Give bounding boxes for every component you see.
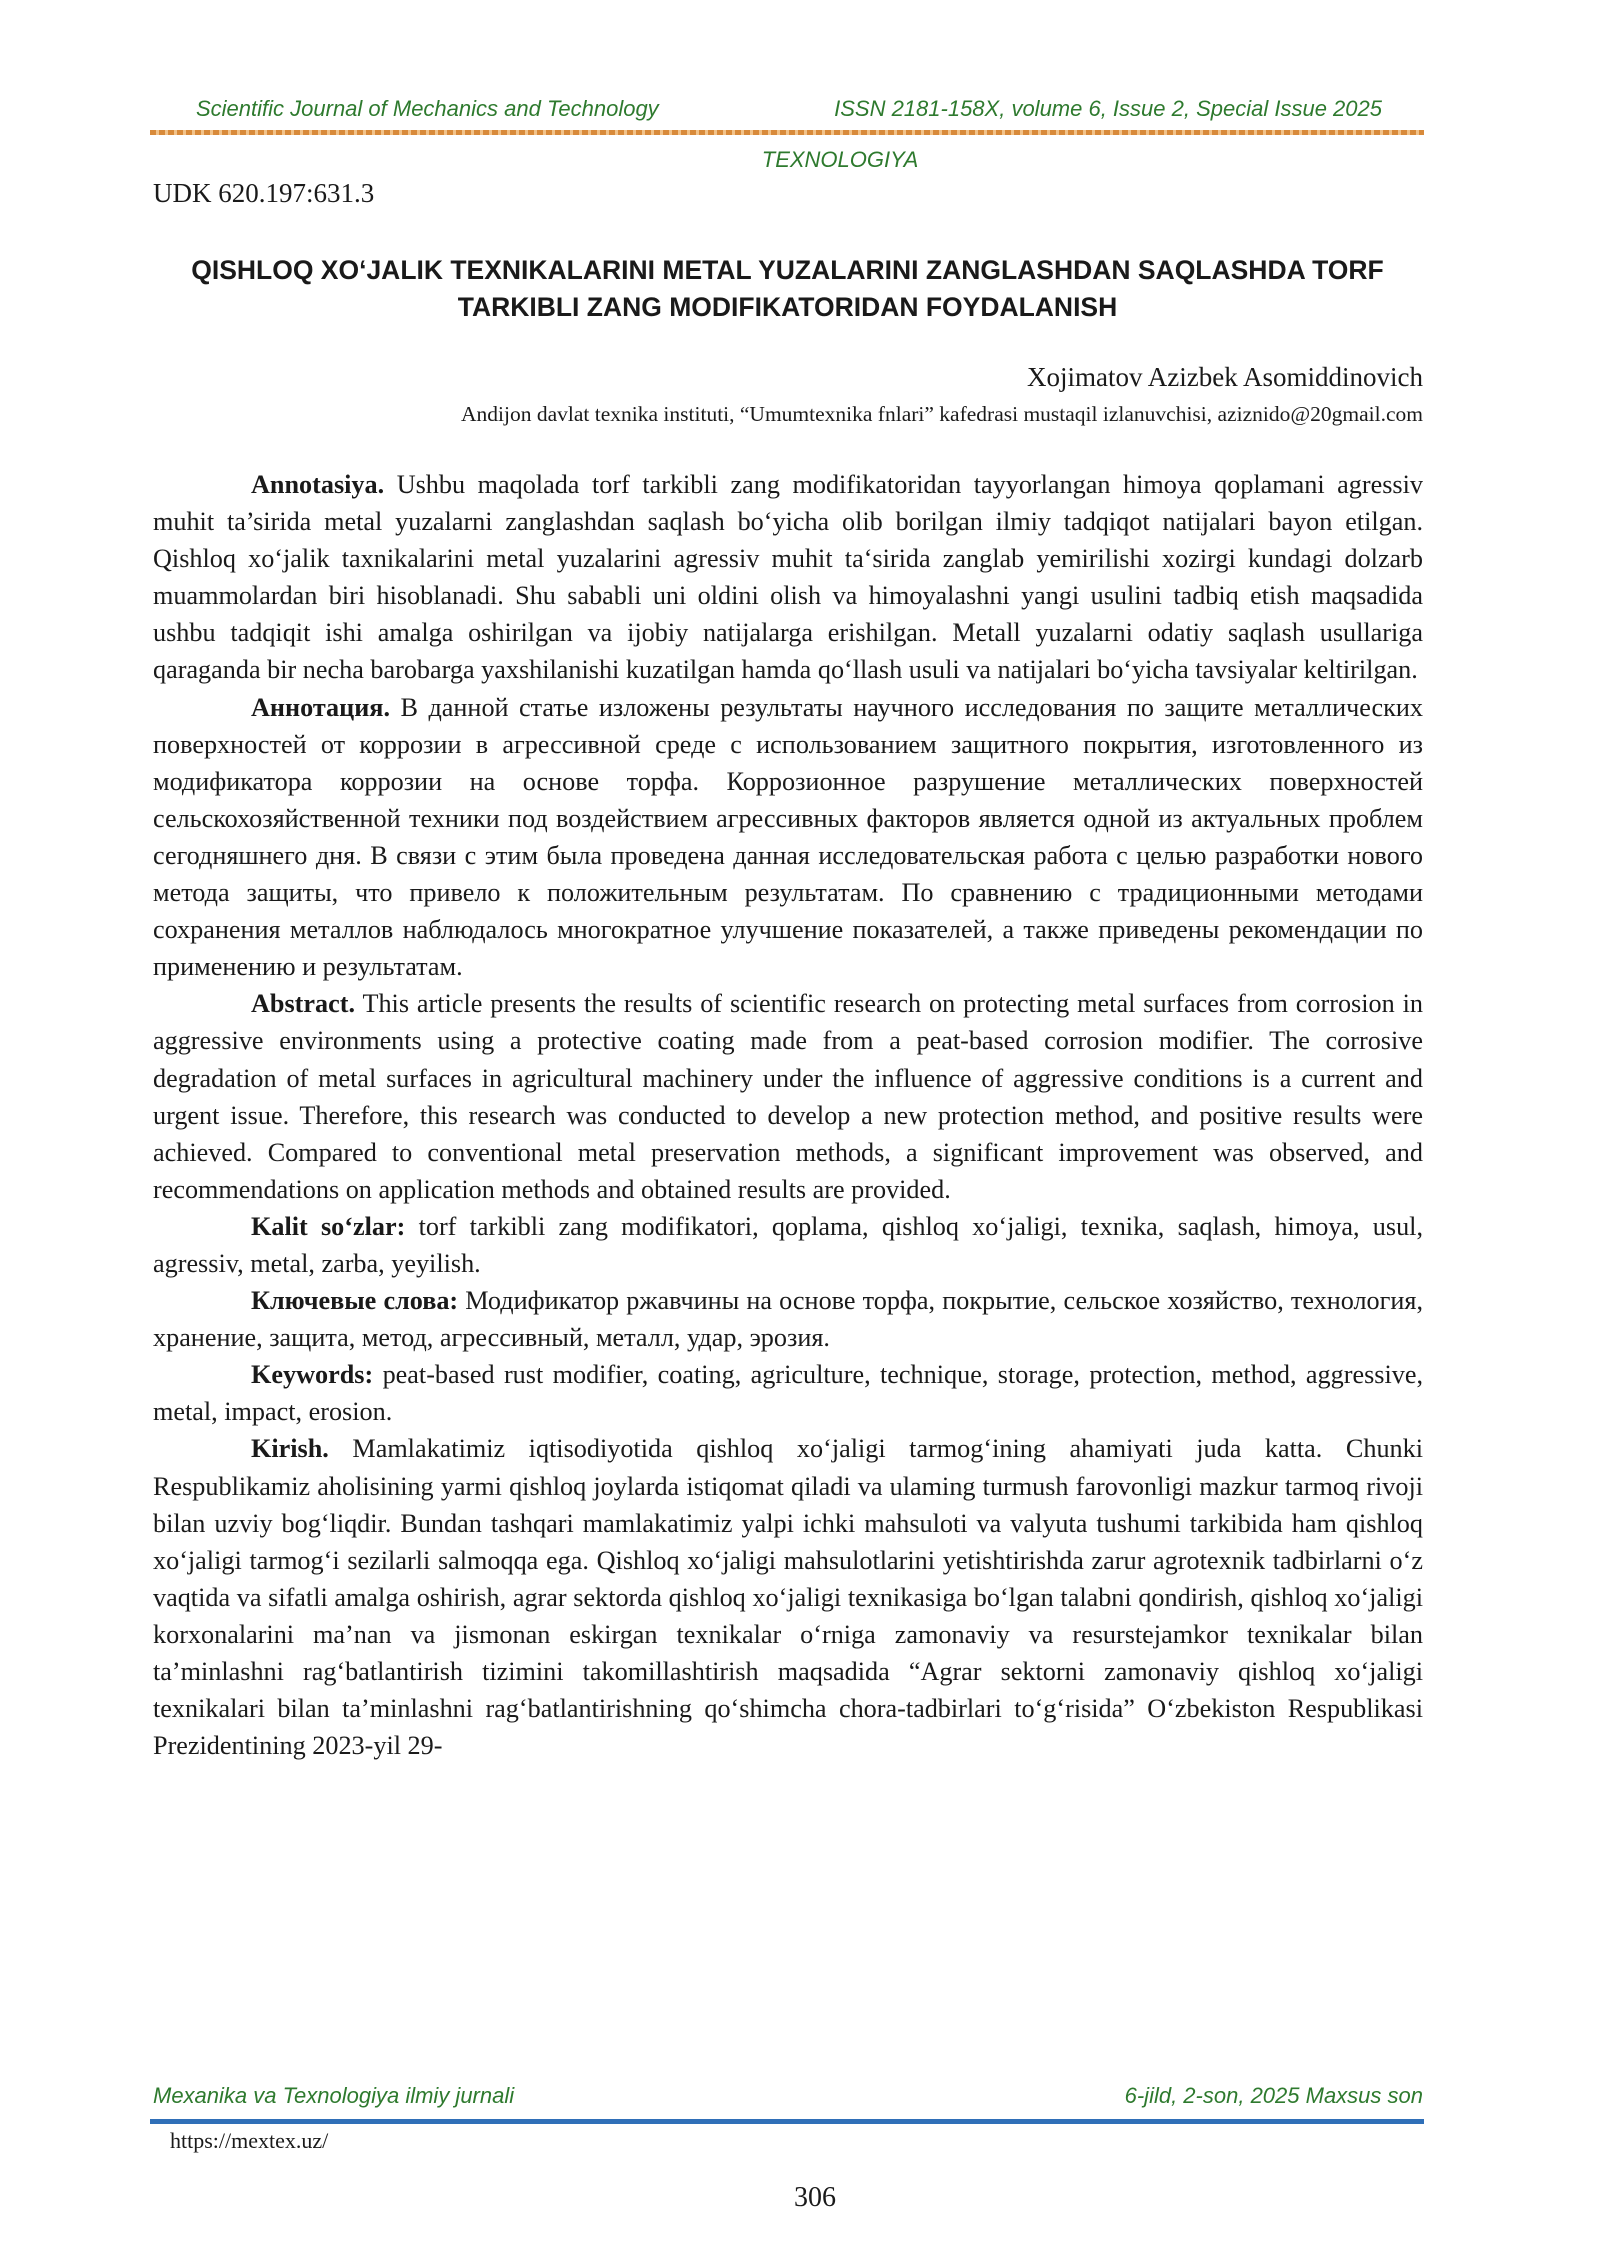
- paragraph-text: Модификатор ржавчины на основе торфа, покрытие, сельское хозяйство, технология, хранение, защита, метод, агрессивный, металл, удар, эрозия.: [153, 1286, 1423, 1353]
- header-journal: Scientific Journal of Mechanics and Technology: [196, 96, 659, 121]
- paragraph-text: Ushbu maqolada torf tarkibli zang modifikatoridan tayyorlangan himoya qoplamani agressiv muhit ta’sirida metal yuzalarni zanglashdan saqlash bo‘yicha olib borilgan ilmiy tadqiqot natijalari bayon etilgan. Qishloq xo‘jalik taxnikalarini metal yuzalarini agressiv muhit ta‘sirida zanglab yemirilishi xozirgi kundagi dolzarb muammolardan biri hisoblanadi. Shu sababli uni oldini olish va himoyalashni yangi usulini tadbiq etish maqsadida ushbu tadqiqit ishi amalga oshirilgan va ijobiy natijalarga erishilgan. Metall yuzalarni odatiy saqlash usullariga qaraganda bir necha barobarga yaxshilanishi kuzatilgan hamda qo‘llash usuli va natijalari bo‘yicha tavsiyalar keltirilgan.: [153, 470, 1423, 685]
- paragraph-text: torf tarkibli zang modifikatori, qoplama, qishloq xo‘jaligi, texnika, saqlash, himoya, usul, agressiv, metal, zarba, yeyilish.: [153, 1211, 1424, 1278]
- page-number: 306: [794, 2182, 836, 2213]
- running-footer: [153, 2083, 1423, 2109]
- paragraph-text: This article presents the results of scientific research on protecting metal surfaces from corrosion in aggressive environments using a protective coating made from a peat-based corrosion modifier. The corrosive degradation of metal surfaces in agricultural machinery under the influence of aggressive conditions is a current and urgent issue. Therefore, this research was conducted to develop a new protection method, and positive results were achieved. Compared to conventional metal preservation methods, a significant improvement was observed, and recommendations on application methods and obtained results are provided.: [153, 989, 1423, 1204]
- paragraph-lead: Аннотация.: [251, 692, 391, 722]
- paragraph-keywords-en: [153, 1356, 1423, 1430]
- paragraph-annotation-ru: [153, 689, 1423, 986]
- author-name: Xojimatov Azizbek Asomiddinovich: [1027, 362, 1423, 392]
- paragraph-lead: Abstract.: [251, 989, 355, 1019]
- paragraph-text: Mamlakatimiz iqtisodiyotida qishloq xo‘jaligi tarmog‘ining ahamiyati juda katta. Chunki Respublikamiz aholisining yarmi qishloq joylarda istiqomat qiladi va ulaming turmush farovonligi mazkur tarmoq rivoji bilan uzviy bog‘liqdir. Bundan tashqari mamlakatimiz yalpi ichki mahsuloti va valyuta tushumi tarkibida ham qishloq xo‘jaligi tarmog‘i sezilarli salmoqqa ega. Qishloq xo‘jaligi mahsulotlarini yetishtirishda zarur agrotexnik tadbirlarni o‘z vaqtida va sifatli amalga oshirish, agrar sektorda qishloq xo‘jaligi texnikasiga bo‘lgan talabni qondirish, qishloq xo‘jaligi korxonalarini ma’nan va jismonan eskirgan texnikalar o‘rniga zamonaviy va resurstejamkor texnikalar bilan ta’minlashni rag‘batlantirish tizimini takomillashtirish maqsadida “Agrar sektorni zamonaviy qishloq xo‘jaligi texnikalari bilan ta’minlashni rag‘batlantirishning qo‘shimcha chora-tadbirlari to‘g‘risida” O‘zbekiston Respublikasi Prezidentining 2023-yil 29-: [153, 1434, 1423, 1761]
- header-rule: [150, 130, 1424, 135]
- footer-issue: 6-jild, 2-son, 2025 Maxsus son: [1124, 2083, 1423, 2108]
- paragraph-lead: Kalit so‘zlar:: [251, 1211, 406, 1241]
- running-header: [152, 96, 1422, 122]
- author-affiliation: Andijon davlat texnika instituti, “Umumtexnika fnlari” kafedrasi mustaqil izlanuvchisi, aziznido@20gmail.com: [461, 402, 1423, 426]
- paragraph-text: peat-based rust modifier, coating, agriculture, technique, storage, protection, method, aggressive, metal, impact, erosion.: [153, 1360, 1423, 1427]
- section-tag: TEXNOLOGIYA: [761, 147, 919, 172]
- article-body: [153, 466, 1423, 1764]
- paragraph-introduction: [153, 1430, 1423, 1764]
- journal-url-link[interactable]: https://mextex.uz/: [170, 2128, 329, 2153]
- paragraph-lead: Keywords:: [251, 1360, 374, 1390]
- paragraph-abstract-en: [153, 985, 1423, 1208]
- paragraph-annotation-uz: [153, 466, 1423, 689]
- paragraph-text: В данной статье изложены результаты научного исследования по защите металлических поверхностей от коррозии в агрессивной среде с использованием защитного покрытия, изготовленного из модификатора коррозии на основе торфа. Коррозионное разрушение металлических поверхностей сельскохозяйственной техники под воздействием агрессивных факторов является одной из актуальных проблем сегодняшнего дня. В связи с этим была проведена данная исследовательская работа с целью разработки нового метода защиты, что привело к положительным результатам. По сравнению с традиционными методами сохранения металлов наблюдалось многократное улучшение показателей, а также приведены рекомендации по применению и результатам.: [153, 692, 1423, 982]
- footer-rule: [150, 2119, 1424, 2124]
- article-title: QISHLOQ XO‘JALIK TEXNIKALARINI METAL YUZALARINI ZANGLASHDAN SAQLASHDA TORF TARKIBLI ZANG MODIFIKATORIDAN FOYDALANISH: [191, 255, 1384, 322]
- paragraph-lead: Annotasiya.: [251, 470, 385, 499]
- header-issn: ISSN 2181-158X, volume 6, Issue 2, Special Issue 2025: [834, 96, 1382, 121]
- footer-journal: Mexanika va Texnologiya ilmiy jurnali: [153, 2083, 515, 2108]
- paragraph-lead: Kirish.: [251, 1434, 329, 1464]
- paragraph-keywords-ru: [153, 1282, 1423, 1356]
- udk-code: UDK 620.197:631.3: [153, 178, 375, 208]
- paragraph-keywords-uz: [153, 1208, 1423, 1282]
- paragraph-lead: Ключевые слова:: [251, 1286, 459, 1316]
